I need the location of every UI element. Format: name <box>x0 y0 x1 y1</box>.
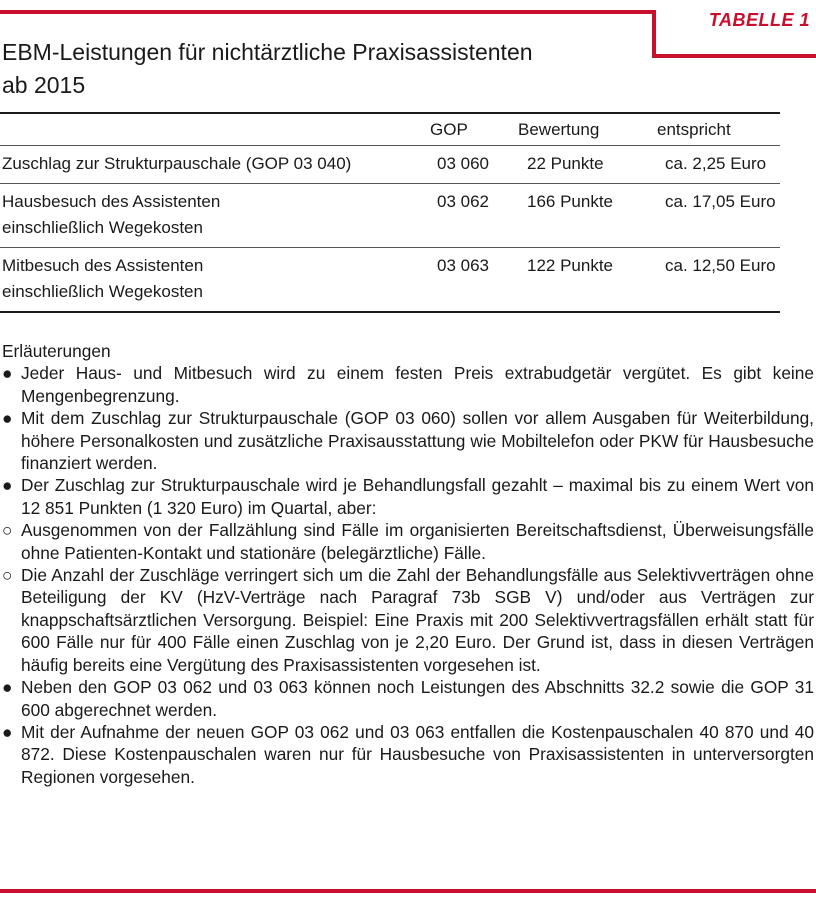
frame-bottom-border <box>0 889 816 893</box>
bullet-icon: ● <box>2 721 13 742</box>
cell-leistung <box>0 184 422 247</box>
cell-bewertung: 22 Punkte <box>527 154 604 173</box>
table-row <box>0 146 780 183</box>
cell-leistung-line1: Zuschlag zur Strukturpauschale (GOP 03 040) <box>2 154 352 173</box>
note-text: Der Zuschlag zur Strukturpauschale wird je Behandlungsfall gezahlt – maximal bis zu einem Wert von 12 851 Punkten (1 320 Euro) im Quartal, aber: <box>21 475 814 518</box>
circle-bullet-icon: ○ <box>2 565 13 586</box>
bullet-icon: ● <box>2 677 13 698</box>
cell-leistung <box>0 248 422 311</box>
list-item <box>2 519 814 564</box>
list-item <box>2 474 814 519</box>
title-line-2: ab 2015 <box>2 72 86 98</box>
cell-leistung-line2: einschließlich Wegekosten <box>2 282 203 301</box>
fee-table <box>0 112 780 313</box>
table-row <box>0 248 780 311</box>
cell-gop: 03 063 <box>437 256 489 275</box>
notes-heading: Erläuterungen <box>2 341 111 361</box>
notes-section <box>2 340 814 788</box>
cell-entspricht: ca. 12,50 Euro <box>665 256 776 275</box>
note-text: Mit dem Zuschlag zur Strukturpauschale (GOP 03 060) sollen vor allem Ausgaben für Weiterbildung, höhere Personalkosten und zusätzliche Praxisausstattung wie Mobiltelefon oder PKW für Hausbesuche finanziert werden. <box>21 408 814 474</box>
cell-leistung-line1: Hausbesuch des Assistenten <box>2 192 221 211</box>
cell-bewertung: 122 Punkte <box>527 256 614 275</box>
cell-entspricht: ca. 17,05 Euro <box>665 192 776 211</box>
header-gop: GOP <box>430 120 468 139</box>
bullet-icon: ● <box>2 408 13 429</box>
table-header-row <box>0 114 780 145</box>
note-text: Jeder Haus- und Mitbesuch wird zu einem festen Preis extrabudgetär vergütet. Es gibt keine Mengenbegrenzung. <box>21 363 814 406</box>
header-entspricht: entspricht <box>657 120 731 139</box>
bullet-icon: ● <box>2 475 13 496</box>
header-bewertung: Bewertung <box>518 120 600 139</box>
notes-list <box>2 362 814 788</box>
cell-gop: 03 060 <box>437 154 489 173</box>
cell-leistung <box>0 146 422 183</box>
cell-bewertung: 166 Punkte <box>527 192 614 211</box>
list-item <box>2 564 814 676</box>
note-text: Mit der Aufnahme der neuen GOP 03 062 und 03 063 entfallen die Kostenpauschalen 40 870 und 40 872. Diese Kostenpauschalen waren nur für Hausbesuche von Praxisassistenten in unterversorgten Regionen vorgesehen. <box>21 721 814 787</box>
table-bottom-rule <box>0 311 780 313</box>
frame-right-border <box>652 54 816 58</box>
bullet-icon: ● <box>2 363 13 384</box>
frame-top-border <box>0 10 656 14</box>
table-title <box>2 36 642 102</box>
cell-entspricht: ca. 2,25 Euro <box>665 154 767 173</box>
note-text: Neben den GOP 03 062 und 03 063 können noch Leistungen des Abschnitts 32.2 sowie die GOP 31 600 abgerechnet werden. <box>21 677 814 720</box>
list-item <box>2 721 814 788</box>
list-item <box>2 676 814 721</box>
note-text: Die Anzahl der Zuschläge verringert sich um die Zahl der Behandlungsfälle aus Selektivverträgen ohne Beteiligung der KV (HzV-Verträge nach Paragraf 73b SGB V) und/oder aus Verträgen zur knappschaftsärztlichen Versorgung. Beispiel: Eine Praxis mit 200 Selektivvertragsfällen erhält statt für 600 Fälle nur für 400 Fälle einen Zuschlag von je 2,20 Euro. Der Grund ist, dass in diesen Verträgen häufig bereits eine Vergütung des Praxisassistenten vorgesehen ist. <box>21 565 814 675</box>
list-item <box>2 362 814 407</box>
cell-leistung-line2: einschließlich Wegekosten <box>2 218 203 237</box>
table-row <box>0 184 780 247</box>
list-item <box>2 407 814 474</box>
table-tag: TABELLE 1 <box>708 10 810 30</box>
circle-bullet-icon: ○ <box>2 520 13 541</box>
cell-gop: 03 062 <box>437 192 489 211</box>
note-text: Ausgenommen von der Fallzählung sind Fälle im organisierten Bereitschaftsdienst, Überweisungsfälle ohne Patienten-Kontakt und stationäre (belegärztliche) Fälle. <box>21 520 814 563</box>
frame-step-border <box>652 10 656 58</box>
cell-leistung-line1: Mitbesuch des Assistenten <box>2 256 204 275</box>
title-line-1: EBM-Leistungen für nichtärztliche Praxisassistenten <box>2 39 533 65</box>
